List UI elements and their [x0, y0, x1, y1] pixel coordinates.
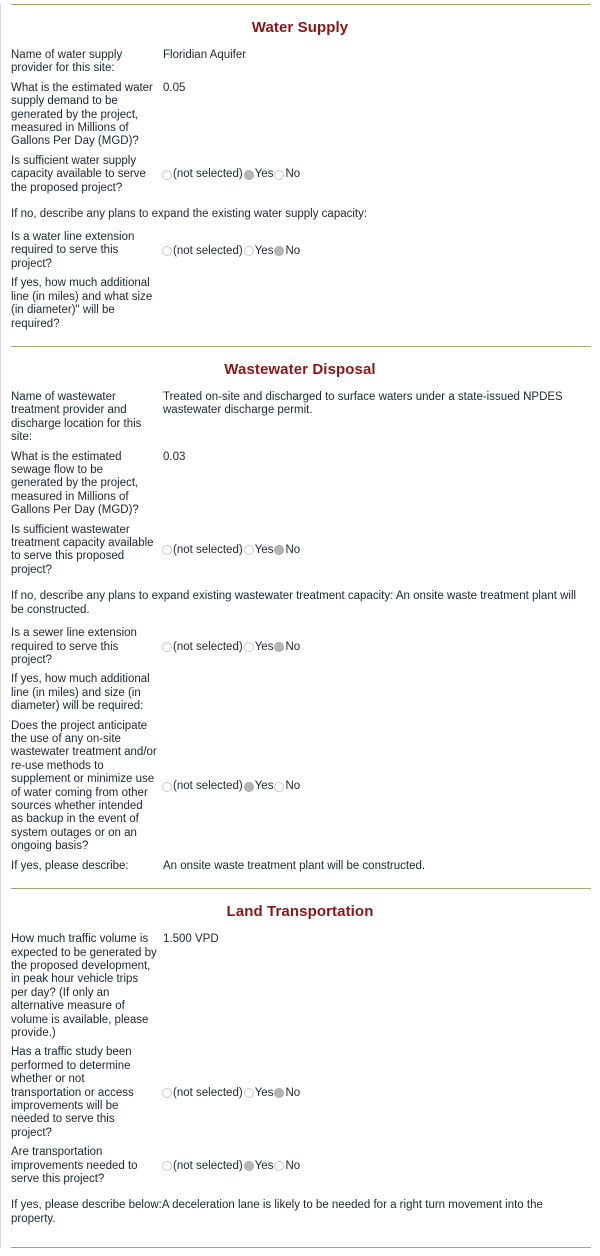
question-label: Is a sewer line extension required to serve this project?	[11, 627, 137, 666]
radio-dot-icon[interactable]	[274, 1161, 284, 1171]
question-label: Does the project anticipate the use of any on-site wastewater treatment and/or re-use methods to supplement or minimize use of water coming from other sources whether intended as backup in the event of system outages or on an ongoing basis?	[11, 719, 157, 853]
answer-value	[161, 673, 591, 674]
radio-dot-icon[interactable]	[244, 246, 254, 256]
radio-dot-icon[interactable]	[244, 1088, 254, 1098]
bottom-divider	[11, 1247, 591, 1248]
question-label: Has a traffic study been performed to determine whether or not transportation or access improvements will be needed to serve this project?	[11, 1046, 134, 1139]
radio-group[interactable]	[161, 1160, 591, 1173]
radio-option-label: (not selected)	[173, 780, 243, 793]
radio-option-yes[interactable]	[244, 544, 275, 557]
radio-group[interactable]	[161, 780, 591, 793]
radio-option-label: No	[285, 168, 301, 181]
radio-option-label: No	[285, 244, 301, 257]
answer-value	[161, 277, 591, 278]
question-label: Is a water line extension required to serve this project?	[11, 231, 135, 270]
form-page	[0, 4, 600, 1248]
radio-option-no[interactable]	[274, 641, 301, 654]
radio-dot-icon[interactable]	[244, 545, 254, 555]
radio-option-label: Yes	[254, 244, 274, 257]
radio-dot-icon[interactable]	[162, 170, 172, 180]
form-note: If no, describe any plans to expand existing wastewater treatment capacity: An onsite waste treatment plant will be constructed.	[11, 590, 577, 617]
answer-value: 0.05	[163, 81, 186, 94]
radio-option-label: No	[285, 1086, 301, 1099]
form-row	[1, 79, 599, 152]
radio-option-no[interactable]	[274, 544, 301, 557]
radio-option-no[interactable]	[274, 245, 301, 258]
question-label: What is the estimated sewage flow to be generated by the project, measured in Millions of Gallons Per Day (MGD)?	[11, 450, 139, 517]
form-row	[1, 228, 599, 274]
radio-option-yes[interactable]	[244, 245, 275, 258]
answer-value: 1.500 VPD	[163, 933, 219, 946]
radio-dot-icon[interactable]	[274, 246, 284, 256]
radio-option-label: (not selected)	[173, 543, 243, 556]
radio-option-yes[interactable]	[244, 780, 275, 793]
form-row	[1, 46, 599, 79]
radio-dot-icon[interactable]	[162, 782, 172, 792]
radio-option-no[interactable]	[274, 1087, 301, 1100]
radio-dot-icon[interactable]	[244, 642, 254, 652]
form-row	[1, 624, 599, 670]
radio-option-notselected[interactable]	[162, 245, 244, 258]
radio-dot-icon[interactable]	[274, 642, 284, 652]
radio-group[interactable]	[161, 641, 591, 654]
form-row	[1, 152, 599, 198]
radio-option-notselected[interactable]	[162, 544, 244, 557]
sections-container	[1, 5, 599, 1233]
form-note: If yes, please describe below:A deceleration lane is likely to be needed for a right turn movement into the property.	[11, 1199, 543, 1226]
radio-dot-icon[interactable]	[162, 642, 172, 652]
radio-option-yes[interactable]	[244, 1160, 275, 1173]
radio-option-no[interactable]	[274, 780, 301, 793]
form-row	[1, 521, 599, 581]
radio-option-label: Yes	[254, 1086, 274, 1099]
answer-value: Floridian Aquifer	[163, 49, 247, 61]
form-row	[1, 1143, 599, 1189]
answer-value: Treated on-site and discharged to surface waters under a state-issued NPDES wastewater discharge permit.	[163, 390, 563, 417]
radio-option-label: No	[285, 1159, 301, 1172]
radio-option-label: No	[285, 543, 301, 556]
radio-option-yes[interactable]	[244, 1087, 275, 1100]
radio-dot-icon[interactable]	[274, 782, 284, 792]
form-row	[1, 1043, 599, 1143]
question-label: If yes, please describe:	[11, 859, 129, 872]
radio-dot-icon[interactable]	[274, 170, 284, 180]
form-row	[1, 857, 599, 876]
answer-value: 0.03	[163, 450, 186, 463]
question-label: What is the estimated water supply demand to be generated by the project, measured in Millions of Gallons Per Day (MGD)?	[11, 81, 153, 148]
section-title: Wastewater Disposal	[224, 360, 376, 378]
radio-option-no[interactable]	[274, 1160, 301, 1173]
radio-option-yes[interactable]	[244, 641, 275, 654]
radio-option-label: No	[285, 780, 301, 793]
radio-dot-icon[interactable]	[244, 1161, 254, 1171]
radio-option-label: (not selected)	[173, 244, 243, 257]
question-label: Name of wastewater treatment provider and discharge location for this site:	[11, 390, 142, 444]
radio-option-label: Yes	[254, 640, 274, 653]
radio-dot-icon[interactable]	[274, 1088, 284, 1098]
radio-option-yes[interactable]	[244, 168, 275, 181]
question-label: Is sufficient water supply capacity available to serve the proposed project?	[11, 154, 146, 194]
radio-dot-icon[interactable]	[162, 246, 172, 256]
radio-option-label: (not selected)	[173, 168, 243, 181]
form-row	[1, 274, 599, 334]
radio-option-notselected[interactable]	[162, 1087, 244, 1100]
form-row	[1, 448, 599, 521]
form-row	[1, 388, 599, 448]
question-label: Is sufficient wastewater treatment capacity available to serve this proposed project?	[11, 523, 154, 576]
radio-option-label: Yes	[254, 1159, 274, 1172]
radio-option-label: (not selected)	[173, 1086, 243, 1099]
radio-group[interactable]	[161, 168, 591, 181]
radio-option-notselected[interactable]	[162, 1160, 244, 1173]
radio-group[interactable]	[161, 1087, 591, 1100]
answer-value: An onsite waste treatment plant will be constructed.	[163, 859, 426, 872]
section-title: Water Supply	[251, 19, 349, 36]
question-label: Name of water supply provider for this site:	[11, 49, 123, 75]
question-label: Are transportation improvements needed to serve this project?	[11, 1146, 138, 1185]
radio-option-label: (not selected)	[173, 640, 243, 653]
radio-dot-icon[interactable]	[162, 545, 172, 555]
radio-option-label: Yes	[254, 780, 274, 793]
radio-option-notselected[interactable]	[162, 168, 244, 181]
radio-group[interactable]	[161, 245, 591, 258]
radio-option-notselected[interactable]	[162, 641, 244, 654]
question-label: If yes, how much additional line (in miles) and what size (in diameter)" will be required?	[11, 277, 153, 330]
radio-dot-icon[interactable]	[162, 1161, 172, 1171]
radio-dot-icon[interactable]	[244, 170, 254, 180]
form-note: If no, describe any plans to expand the existing water supply capacity:	[11, 208, 368, 221]
question-label: If yes, how much additional line (in miles) and size (in diameter) will be required:	[11, 673, 150, 713]
question-label: How much traffic volume is expected to be generated by the proposed development, in peak hour vehicle trips per day? (If only an alternative measure of volume is available, please provide.)	[11, 933, 157, 1039]
radio-option-label: Yes	[254, 543, 274, 556]
form-row	[1, 930, 599, 1043]
radio-option-no[interactable]	[274, 168, 301, 181]
radio-group[interactable]	[161, 544, 591, 557]
radio-dot-icon[interactable]	[162, 1088, 172, 1098]
radio-option-label: No	[285, 640, 301, 653]
form-row	[1, 670, 599, 716]
radio-dot-icon[interactable]	[244, 782, 254, 792]
radio-option-label: Yes	[254, 168, 274, 181]
radio-option-label: (not selected)	[173, 1159, 243, 1172]
radio-option-notselected[interactable]	[162, 780, 244, 793]
radio-dot-icon[interactable]	[274, 545, 284, 555]
section-title: Land Transportation	[226, 903, 374, 921]
form-row	[1, 717, 599, 857]
